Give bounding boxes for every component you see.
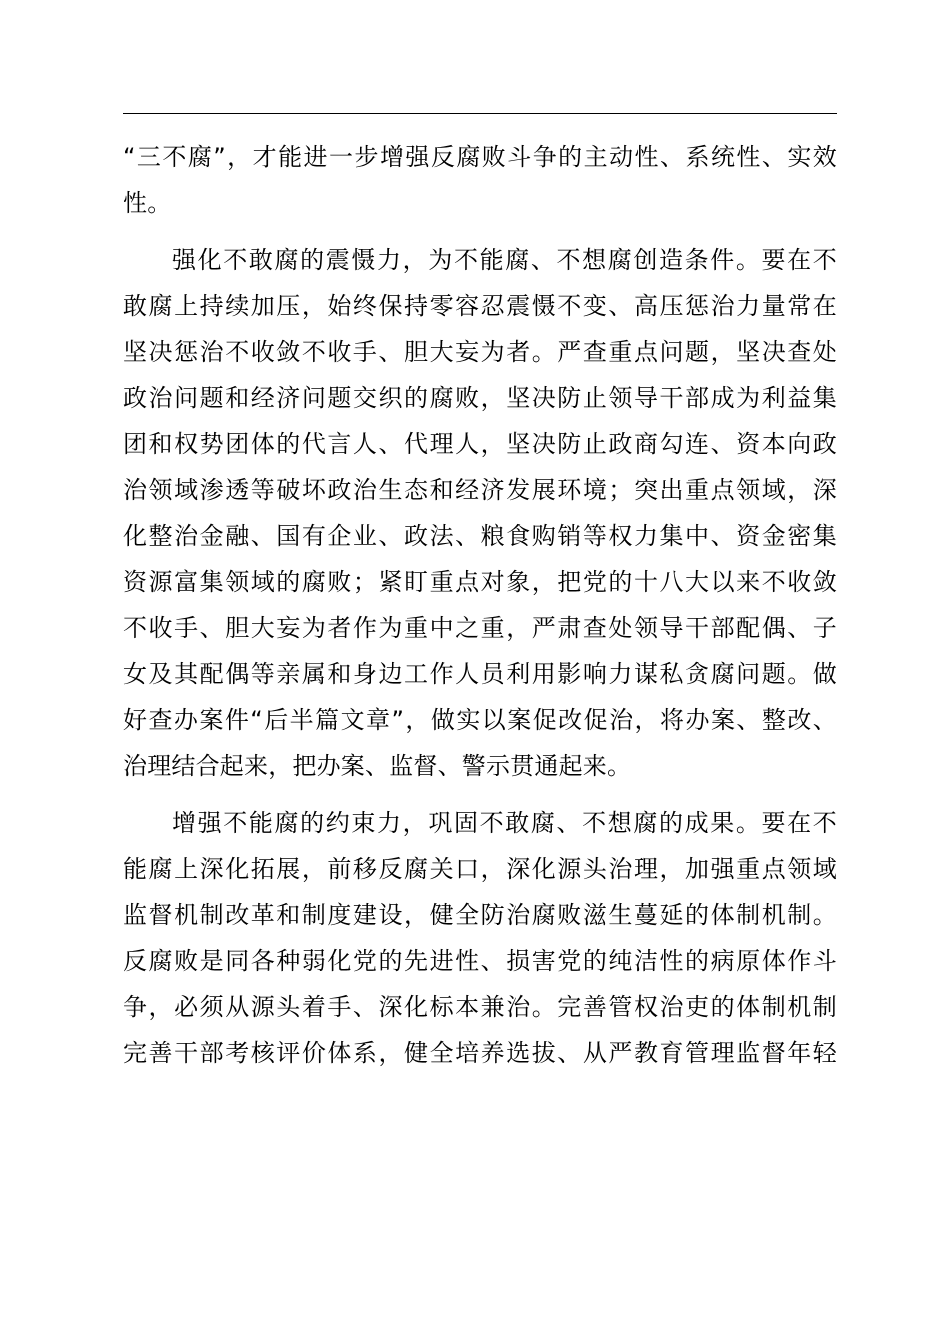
text-line: 完善干部考核评价体系，健全培养选拔、从严教育管理监督年轻 [123, 1039, 837, 1067]
text-line: 增强不能腐的约束力，巩固不敢腐、不想腐的成果。要在不 [172, 809, 837, 837]
document-body [123, 134, 837, 1076]
paragraph-deterrence [123, 237, 837, 789]
text-line: 强化不敢腐的震慑力，为不能腐、不想腐创造条件。要在不 [172, 246, 837, 274]
text-line: 能腐上深化拓展，前移反腐关口，深化源头治理，加强重点领域 [123, 855, 837, 883]
text-line: 监督机制改革和制度建设，健全防治腐败滋生蔓延的体制机制。 [123, 901, 837, 929]
paragraph-gap [123, 789, 837, 800]
header-divider [123, 113, 837, 114]
text-line: 性。 [123, 189, 172, 217]
text-line: 好查办案件“后半篇文章”，做实以案促改促治，将办案、整改、 [123, 706, 837, 734]
text-line: 团和权势团体的代言人、代理人，坚决防止政商勾连、资本向政 [123, 430, 837, 458]
text-line: 治领域渗透等破坏政治生态和经济发展环境；突出重点领域，深 [123, 476, 837, 504]
text-line: 争，必须从源头着手、深化标本兼治。完善管权治吏的体制机制 [123, 993, 837, 1021]
text-line: 政治问题和经济问题交织的腐败，坚决防止领导干部成为利益集 [123, 384, 837, 412]
text-line: 坚决惩治不收敛不收手、胆大妄为者。严查重点问题，坚决查处 [123, 338, 837, 366]
paragraph-gap [123, 226, 837, 237]
paragraph-constraint [123, 800, 837, 1076]
text-line: 不收手、胆大妄为者作为重中之重，严肃查处领导干部配偶、子 [123, 614, 837, 642]
text-line: 资源富集领域的腐败；紧盯重点对象，把党的十八大以来不收敛 [123, 568, 837, 596]
paragraph-continued [123, 134, 837, 226]
text-line: 敢腐上持续加压，始终保持零容忍震慑不变、高压惩治力量常在 [123, 292, 837, 320]
text-line: 治理结合起来，把办案、监督、警示贯通起来。 [123, 752, 632, 780]
text-line: 反腐败是同各种弱化党的先进性、损害党的纯洁性的病原体作斗 [123, 947, 837, 975]
text-line: “三不腐”，才能进一步增强反腐败斗争的主动性、系统性、实效 [123, 143, 837, 171]
text-line: 化整治金融、国有企业、政法、粮食购销等权力集中、资金密集 [123, 522, 837, 550]
text-line: 女及其配偶等亲属和身边工作人员利用影响力谋私贪腐问题。做 [123, 660, 837, 688]
